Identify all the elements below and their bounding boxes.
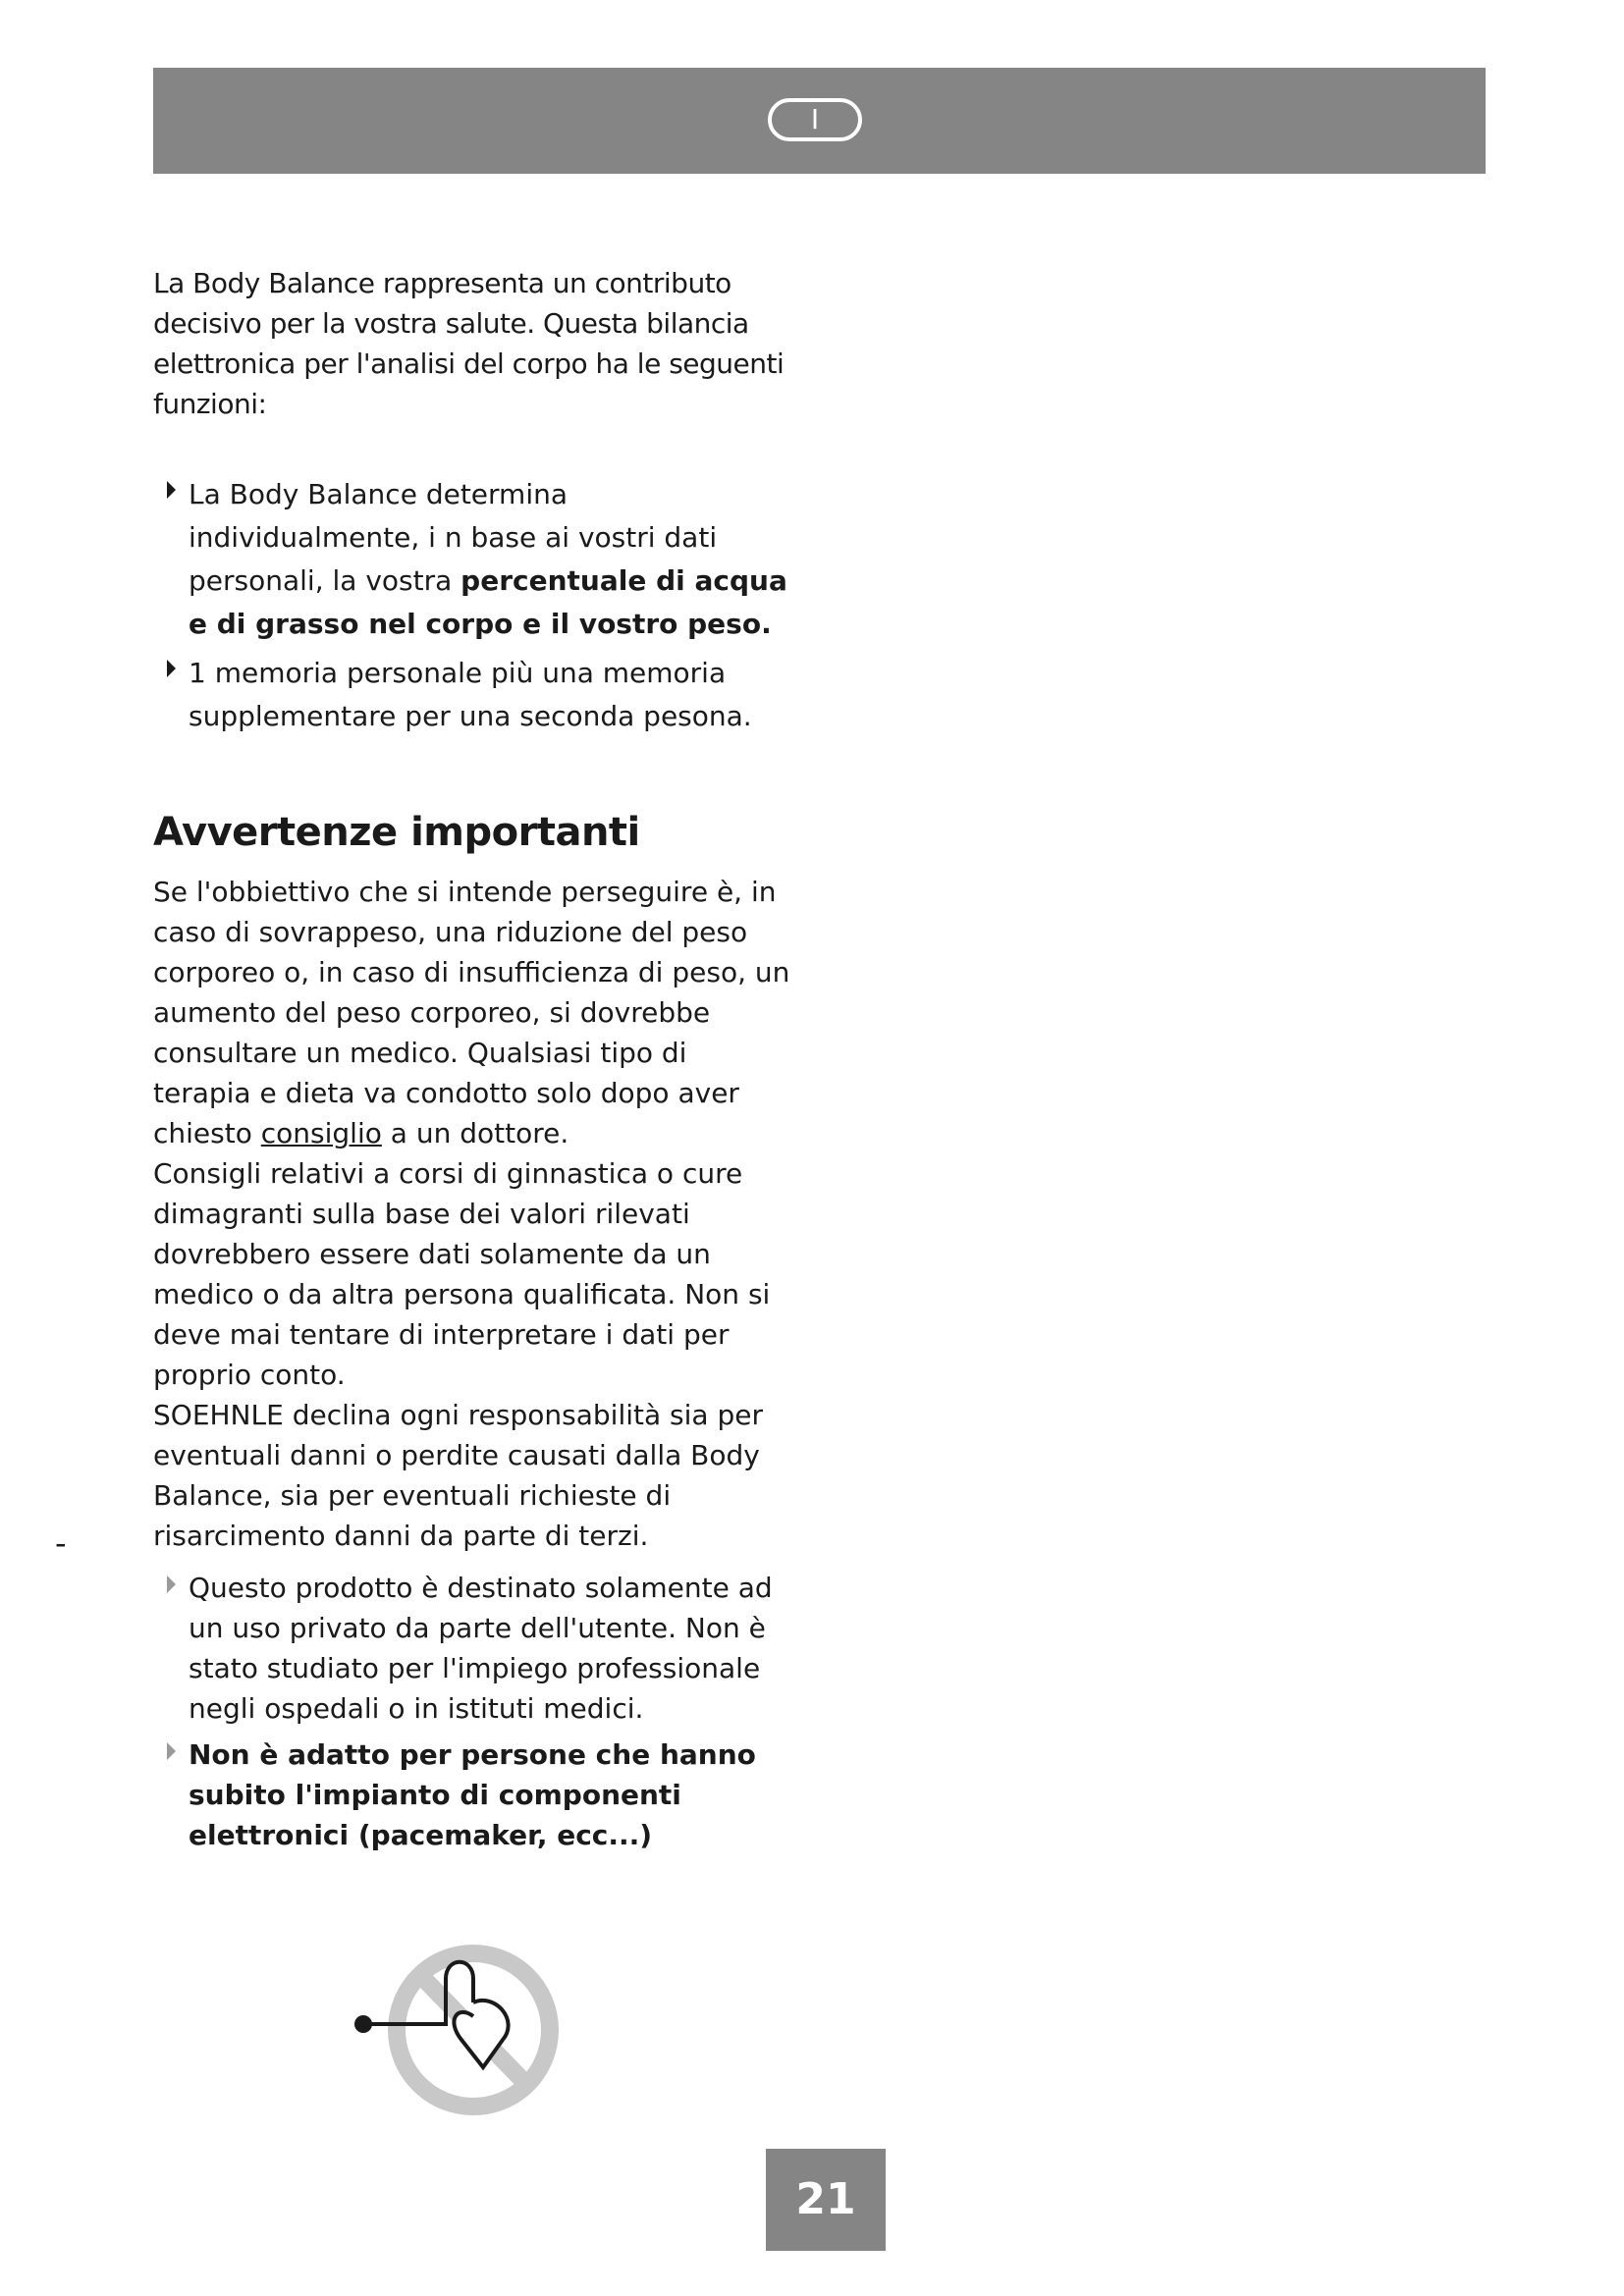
language-badge: I bbox=[768, 98, 862, 141]
feature-text: 1 memoria personale più una memoria supplementare per una seconda pesona. bbox=[189, 657, 752, 732]
list-item bbox=[153, 1568, 791, 1729]
list-item bbox=[153, 652, 791, 738]
main-content bbox=[153, 263, 791, 1861]
margin-mark: - bbox=[55, 1524, 67, 1562]
triangle-bullet-icon bbox=[167, 1575, 176, 1593]
list-item bbox=[153, 1735, 791, 1855]
intro-paragraph: La Body Balance rappresenta un contributo decisivo per la vostra salute. Questa bilancia elettronica per l'analisi del corpo ha le seguenti funzioni: bbox=[153, 267, 785, 420]
feature-text-bold: percentuale di acqua e di grasso nel corpo e il vostro peso. bbox=[189, 564, 787, 640]
warning-list bbox=[153, 1568, 791, 1855]
warning-section bbox=[153, 872, 791, 1855]
underlined-word: consiglio bbox=[260, 1117, 382, 1149]
triangle-bullet-icon bbox=[167, 660, 176, 677]
header-bar bbox=[153, 68, 1486, 174]
section-title: Avvertenze importanti bbox=[153, 810, 640, 855]
list-item bbox=[153, 473, 791, 646]
feature-list bbox=[153, 473, 791, 738]
warning-bullet-text: Questo prodotto è destinato solamente ad un uso privato da parte dell'utente. Non è stato studiato per l'impiego professionale negli ospedali o in istituti medici. bbox=[189, 1572, 773, 1725]
warning-paragraph-3: SOEHNLE declina ogni responsabilità sia per eventuali danni o perdite causati dalla Body Balance, sia per eventuali richieste di risarcimento danni da parte di terzi. bbox=[153, 1399, 763, 1552]
warning-paragraph-1 bbox=[153, 872, 791, 1153]
paragraph-text: Se l'obbiettivo che si intende perseguire è, in caso di sovrappeso, una riduzione del peso corporeo o, in caso di insufficienza di peso, un aumento del peso corporeo, si dovrebbe consultare un medico. Qualsiasi tipo di terapia e dieta va condotto solo dopo aver chiesto bbox=[153, 876, 790, 1149]
warning-paragraph-2: Consigli relativi a corsi di ginnastica o cure dimagranti sulla base dei valori rilevati dovrebbero essere dati solamente da un medico o da altra persona qualificata. Non si deve mai tentare di interpretare i dati per proprio conto. bbox=[153, 1157, 771, 1391]
triangle-bullet-icon bbox=[167, 481, 176, 499]
page-number: 21 bbox=[766, 2149, 886, 2251]
no-pacemaker-icon bbox=[348, 1942, 564, 2118]
warning-bullet-text-bold: Non è adatto per persone che hanno subito l'impianto di componenti elettronici (pacemaker, ecc...) bbox=[189, 1738, 756, 1851]
paragraph-text: a un dottore. bbox=[381, 1117, 569, 1149]
triangle-bullet-icon bbox=[167, 1742, 176, 1760]
feature-text: La Body Balance determina individualmente, i n base ai vostri dati personali, la vostra bbox=[189, 478, 718, 597]
